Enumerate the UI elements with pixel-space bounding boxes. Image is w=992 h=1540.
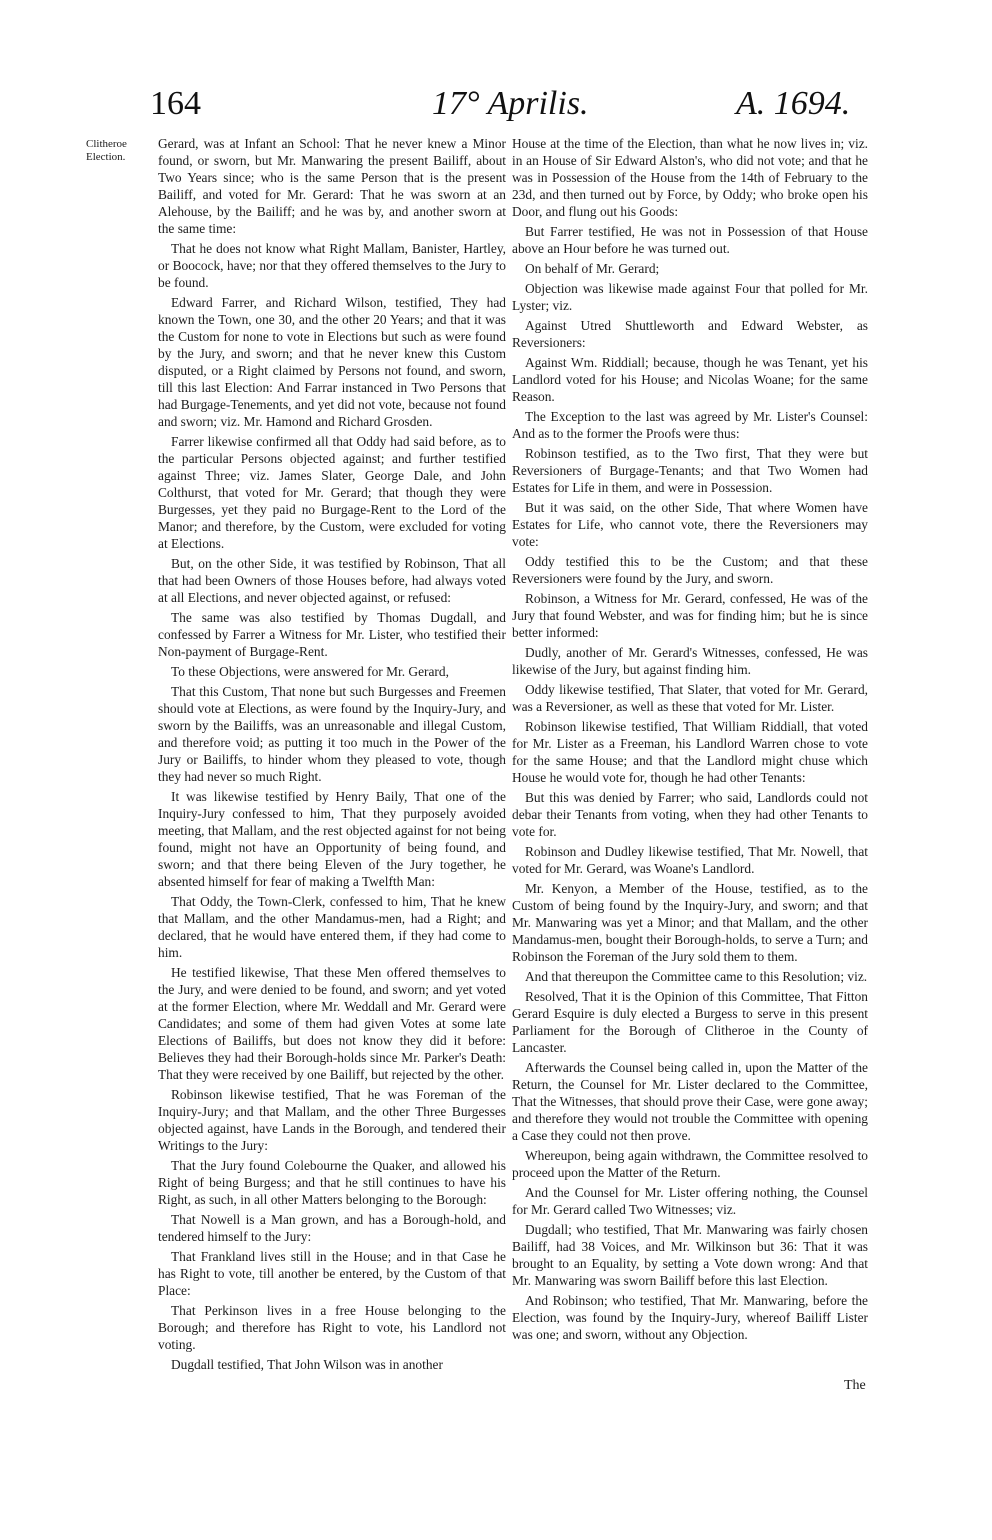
- paragraph: But this was denied by Farrer; who said, Landlords could not debar their Tenants from voting, when they had other Tenants to vote for.: [512, 790, 868, 839]
- paragraph: That Frankland lives still in the House; and in that Case he has Right to vote, till another be entered, by the Custom of that Place:: [158, 1249, 506, 1298]
- paragraph: Against Wm. Riddiall; because, though he was Tenant, yet his Landlord voted for his House; and Nicolas Woane; for the same Reason.: [512, 355, 868, 404]
- paragraph: Robinson and Dudley likewise testified, That Mr. Nowell, that voted for Mr. Gerard, was Woane's Landlord.: [512, 844, 868, 876]
- paragraph: To these Objections, were answered for Mr. Gerard,: [171, 664, 449, 679]
- paragraph: That he does not know what Right Mallam, Banister, Hartley, or Boocock, have; nor that they offered themselves to the Jury to be found.: [158, 241, 506, 290]
- paragraph: That Nowell is a Man grown, and has a Borough-hold, and tendered himself to the Jury:: [158, 1212, 506, 1244]
- paragraph: Dugdall; who testified, That Mr. Manwaring was fairly chosen Bailiff, had 38 Voices, and Mr. Wilkinson but 36: That it was brought to an Equality, by setting a Vote down wrong: And that Mr. Manwaring was sworn Bailiff before this last Election.: [512, 1222, 868, 1288]
- right-column: [512, 135, 868, 1346]
- paragraph: Afterwards the Counsel being called in, upon the Matter of the Return, the Counsel for Mr. Lister declared to the Committee, That the Witnesses, that should prove their Case, were gone away; and therefore they would not trouble the Committee with opening a Case they could not then prove.: [512, 1060, 868, 1143]
- paragraph: Mr. Kenyon, a Member of the House, testified, as to the Custom of being found by the Inquiry-Jury, and sworn; and that Mr. Manwaring was yet a Minor; and that Mallam, and the other Mandamus-men, bought their Borough-holds, to serve a Turn; and Robinson the Foreman of the Jury sold them to them.: [512, 881, 868, 964]
- paragraph: On behalf of Mr. Gerard;: [525, 261, 660, 276]
- paragraph: Robinson likewise testified, That he was Foreman of the Inquiry-Jury; and that Mallam, and the other Three Burgesses objected against, have Lands in the Borough, and tendered their Writings to the Jury:: [158, 1087, 506, 1153]
- left-column: [158, 135, 506, 1376]
- paragraph: Robinson, a Witness for Mr. Gerard, confessed, He was of the Jury that found Webster, and was for finding him; but he is since better informed:: [512, 591, 868, 640]
- paragraph: The same was also testified by Thomas Dugdall, and confessed by Farrer a Witness for Mr. Lister, who testified their Non-payment of Burgage-Rent.: [158, 610, 506, 659]
- paragraph: That this Custom, That none but such Burgesses and Freemen should vote at Elections, as were found by the Inquiry-Jury, and sworn by the Bailiffs, was an unreasonable and illegal Custom, and therefore void; as putting it too much in the Power of the Jury or Bailiffs, to hinder whom they pleased to vote, though they had never so much Right.: [158, 684, 506, 784]
- page-number: 164: [150, 85, 201, 122]
- paragraph: Oddy likewise testified, That Slater, that voted for Mr. Gerard, was a Reversioner, as well as these that voted for Mr. Lister.: [512, 682, 868, 714]
- paragraph: Dugdall testified, That John Wilson was in another: [171, 1357, 443, 1372]
- paragraph: Farrer likewise confirmed all that Oddy had said before, as to the particular Persons objected against; and further testified against Three; viz. James Slater, George Dale, and John Colthurst, that voted for Mr. Gerard; that though they were Burgesses, yet they paid no Burgage-Rent to the Lord of the Manor; and therefore, by the Custom, were excluded for voting at Elections.: [158, 434, 506, 551]
- catchword: The: [844, 1378, 866, 1393]
- paragraph: Objection was likewise made against Four that polled for Mr. Lyster; viz.: [512, 281, 868, 313]
- paragraph: That Oddy, the Town-Clerk, confessed to him, That he knew that Mallam, and the other Mandamus-men, had a Right; and declared, that he would have entered them, if they had come to him.: [158, 894, 506, 960]
- paragraph: But Farrer testified, He was not in Possession of that House above an Hour before he was turned out.: [512, 224, 868, 256]
- paragraph: But, on the other Side, it was testified by Robinson, That all that had been Owners of those Houses before, had always voted at all Elections, and never objected against, or refused:: [158, 556, 506, 605]
- paragraph: And the Counsel for Mr. Lister offering nothing, the Counsel for Mr. Gerard called Two Witnesses; viz.: [512, 1185, 868, 1217]
- paragraph: The Exception to the last was agreed by Mr. Lister's Counsel: And as to the former the Proofs were thus:: [512, 409, 868, 441]
- paragraph: That the Jury found Colebourne the Quaker, and allowed his Right of being Burgess; and that he still continues to have his Right, as such, in all other Matters belonging to the Borough:: [158, 1158, 506, 1207]
- margin-note: Clitheroe Election.: [86, 138, 127, 163]
- paragraph: Robinson testified, as to the Two first, That they were but Reversioners of Burgage-Tenants; and that Two Women had Estates for Life in them, and were in Possession.: [512, 446, 868, 495]
- paragraph: He testified likewise, That these Men offered themselves to the Jury, and were denied to be found, and sworn; and yet voted at the former Election, where Mr. Weddall and Mr. Gerard were Candidates; and some of them had given Votes at some late Elections of Bailiffs, but does not know they did it before: Believes they had their Borough-holds since Mr. Parker's Death: That they were received by one Bailiff, but rejected by the other.: [158, 965, 506, 1082]
- paragraph: Dudly, another of Mr. Gerard's Witnesses, confessed, He was likewise of the Jury, but against finding him.: [512, 645, 868, 677]
- paragraph: Robinson likewise testified, That William Riddiall, that voted for Mr. Lister as a Freeman, his Landlord Warren chose to vote for the same House; and that the Landlord might chuse which House he would vote for, though he had other Tenants:: [512, 719, 868, 785]
- paragraph: It was likewise testified by Henry Baily, That one of the Inquiry-Jury confessed to him, That they purposely avoided meeting, that Mallam, and the rest objected against for not being found, might not have an Opportunity of being found, and sworn; and that there being Eleven of the Jury together, he absented himself for fear of making a Twelfth Man:: [158, 789, 506, 889]
- paragraph: But it was said, on the other Side, That where Women have Estates for Life, who cannot vote, there the Reversioners may vote:: [512, 500, 868, 549]
- paragraph: Gerard, was at Infant an School: That he never knew a Minor found, or sworn, but Mr. Manwaring the present Bailiff, about Two Years since; who is the same Person that is the present Bailiff, and voted for Mr. Gerard: That he was sworn at an Alehouse, by the Bailiff; and he was by, and another sworn at the same time:: [158, 136, 506, 236]
- paragraph: That Perkinson lives in a free House belonging to the Borough; and therefore has Right to vote, his Landlord not voting.: [158, 1303, 506, 1352]
- header-date: 17° Aprilis.: [432, 85, 589, 122]
- paragraph: And Robinson; who testified, That Mr. Manwaring, before the Election, was found by the Inquiry-Jury, whereof Bailiff Lister was one; and sworn, without any Objection.: [512, 1293, 868, 1342]
- paragraph: Resolved, That it is the Opinion of this Committee, That Fitton Gerard Esquire is duly elected a Burgess to serve in this present Parliament for the Borough of Clitheroe in the County of Lancaster.: [512, 989, 868, 1055]
- paragraph: Against Utred Shuttleworth and Edward Webster, as Reversioners:: [512, 318, 868, 350]
- paragraph: Oddy testified this to be the Custom; and that these Reversioners were found by the Jury, and sworn.: [512, 554, 868, 586]
- paragraph: House at the time of the Election, than what he now lives in; viz. in an House of Sir Edward Alston's, who did not vote; and that he was in Possession of the House from the 14th of February to the 23d, and then turned out by Force, by Oddy; who broke open his Door, and flung out his Goods:: [512, 136, 868, 219]
- paragraph: Edward Farrer, and Richard Wilson, testified, They had known the Town, one 30, and the other 20 Years; and that it was the Custom for none to vote in Elections but such as were found by the Jury, and sworn; and that he never knew this Custom disputed, or a Right claimed by Persons not found, and sworn, till this last Election: And Farrar instanced in Two Persons that had Burgage-Tenements, and yet did not vote, because not found and sworn; viz. Mr. Hamond and Richard Grosden.: [158, 295, 506, 429]
- paragraph: And that thereupon the Committee came to this Resolution; viz.: [525, 969, 868, 984]
- header-year: A. 1694.: [736, 85, 851, 122]
- running-head: [0, 84, 992, 132]
- paragraph: Whereupon, being again withdrawn, the Committee resolved to proceed upon the Matter of the Return.: [512, 1148, 868, 1180]
